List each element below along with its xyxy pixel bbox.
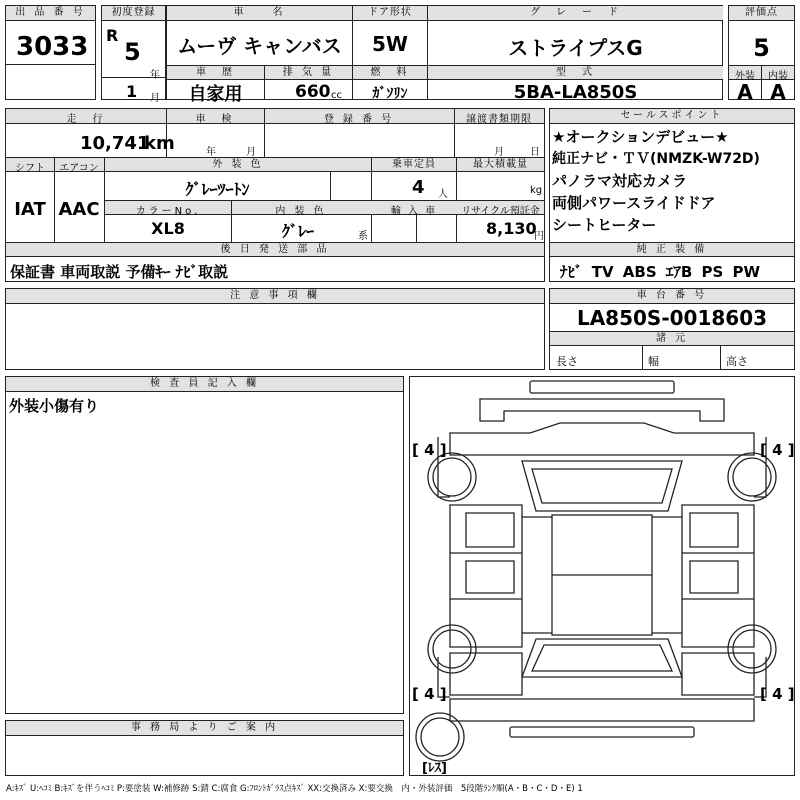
car-diagram-box [409,376,795,776]
lot-number-box [5,5,96,100]
grade: ストライプスG [508,36,643,60]
recycle-unit: 円 [534,231,544,242]
chassis-number: LA850S-0018603 [576,306,768,330]
height-label: 高さ [726,355,748,368]
capacity-unit: 人 [438,189,448,200]
length-label: 長さ [556,355,578,368]
inspection-label: 車 検 [195,114,235,125]
registration-label: 登 録 番 号 [323,114,395,125]
capacity: 4 [412,177,425,198]
inspection-year-unit: 年 [206,147,216,158]
model-code: 5BA-LA850S [513,82,638,103]
recycle-fee: 8,130 [486,219,537,238]
fuel-label: 燃 料 [353,66,427,80]
lot-number: 3033 [16,32,89,62]
chassis-box [549,288,795,370]
interior-label: 内装 [768,71,788,82]
equipment-label: 純 正 装 備 [550,243,794,257]
tire-front-right: [ 4 ] [760,441,795,459]
int-color-label: 内 装 色 [275,206,327,217]
tire-rear-right: [ 4 ] [760,685,795,703]
registration-month: 1 [126,82,138,101]
car-info-box [166,5,723,105]
door-label: ドア形状 [353,6,427,21]
mileage-unit: km [144,133,175,154]
caution-label: 注 意 事 項 欄 [6,289,544,304]
vehicle-details-box [5,108,545,282]
max-load-label: 最大積載量 [457,158,544,172]
lot-number-label: 出 品 番 号 [6,6,95,21]
sales-point-line: パノラマ対応カメラ [552,172,688,190]
exterior-label: 外装 [735,71,755,82]
score-box [728,5,795,104]
recycle-label: リサイクル預託金 [461,206,540,217]
office-label: 事 務 局 よ り ご 案 内 [6,721,403,736]
tire-front-left: [ 4 ] [412,441,447,459]
sales-point-line: 両側パワースライドドア [552,194,716,212]
ext-color-label: 外 装 色 [105,158,371,172]
interior-color-unit: 系 [358,231,368,242]
aircon-type: AAC [58,199,100,220]
fuel-type: ｶﾞｿﾘﾝ [372,86,408,102]
score-label: 評価点 [729,6,794,21]
chassis-label: 車 台 番 号 [550,289,794,304]
shift-label: シフト [15,163,45,174]
caution-box [5,288,545,370]
exterior-color: ｸﾞﾚｰﾂｰﾄﾝ [185,180,250,199]
shift-type: IAT [14,199,46,220]
inspector-notes-box [5,376,404,714]
exterior-score: A [737,80,753,104]
grade-label: グ レ ー ド [428,6,723,21]
inspector-label: 検 査 員 記 入 欄 [6,377,403,392]
later-parts: 保証書 車両取説 予備ｷｰ ﾅﾋﾞ取説 [10,263,229,281]
import-label: 輸 入 車 [390,206,438,217]
history-label: 車 歴 [167,66,264,80]
overall-score: 5 [753,34,770,62]
car-damage-diagram [410,377,794,775]
displacement: 660 [295,82,331,102]
width-label: 幅 [648,355,659,368]
color-number: XL8 [151,219,185,238]
transfer-day-unit: 日 [530,147,540,158]
month-unit: 月 [150,93,160,104]
spare-tire: [ﾚｽ] [422,761,447,776]
legend: A:ｷｽﾞ U:ﾍｺﾐ B:ｷｽﾞを伴うﾍｺﾐ P:要塗装 W:補修跡 S:錆 C:腐食 G:ﾌﾛﾝﾄｶﾞﾗｽ点ｷｽﾞ XX:交換済み X:要交換 内・外装評価 5段階ﾗﾝｸ順(A・B・C・D・E) 1 [6,784,583,794]
displacement-label: 排 気 量 [265,66,352,80]
era: R [106,26,119,45]
door-type: 5W [372,32,408,56]
interior-score: A [770,80,786,104]
tire-rear-left: [ 4 ] [412,685,447,703]
registration-year: 5 [124,38,141,66]
dimensions-label: 諸 元 [550,332,794,346]
sales-point-line: 純正ナビ・ＴＶ(NMZK-W72D) [552,151,760,167]
inspection-month-unit: 月 [246,147,256,158]
first-registration-label: 初度登録 [102,6,165,21]
color-no-label: カラーNo. [135,206,201,217]
displacement-unit: cc [331,90,342,101]
sales-points-label: セールスポイント [550,109,794,124]
office-notes-box [5,720,404,776]
transfer-label: 譲渡書類期限 [466,114,532,125]
equipment-list: ﾅﾋﾞ TV ABS ｴｱB PS PW [560,263,761,281]
sales-point-line: ★オークションデビュー★ [552,128,729,146]
car-name-label: 車 名 [167,6,352,21]
sales-point-line: シートヒーター [552,216,657,234]
transfer-month-unit: 月 [494,147,504,158]
car-history: 自家用 [188,84,243,105]
inspector-note: 外装小傷有り [9,397,100,415]
year-unit: 年 [150,70,160,81]
max-load-unit: kg [530,185,543,196]
sales-points-box [549,108,795,282]
later-parts-label: 後 日 発 送 部 品 [6,243,544,257]
mileage-label: 走 行 [66,114,106,125]
capacity-label: 乗車定員 [372,158,456,172]
model-label: 型 式 [428,66,723,80]
interior-color: ｸﾞﾚｰ [282,222,315,241]
aircon-label: エアコン [59,163,99,174]
car-name: ムーヴ キャンバス [177,34,342,58]
mileage: 10,741 [80,133,150,154]
first-registration-box [101,5,166,104]
